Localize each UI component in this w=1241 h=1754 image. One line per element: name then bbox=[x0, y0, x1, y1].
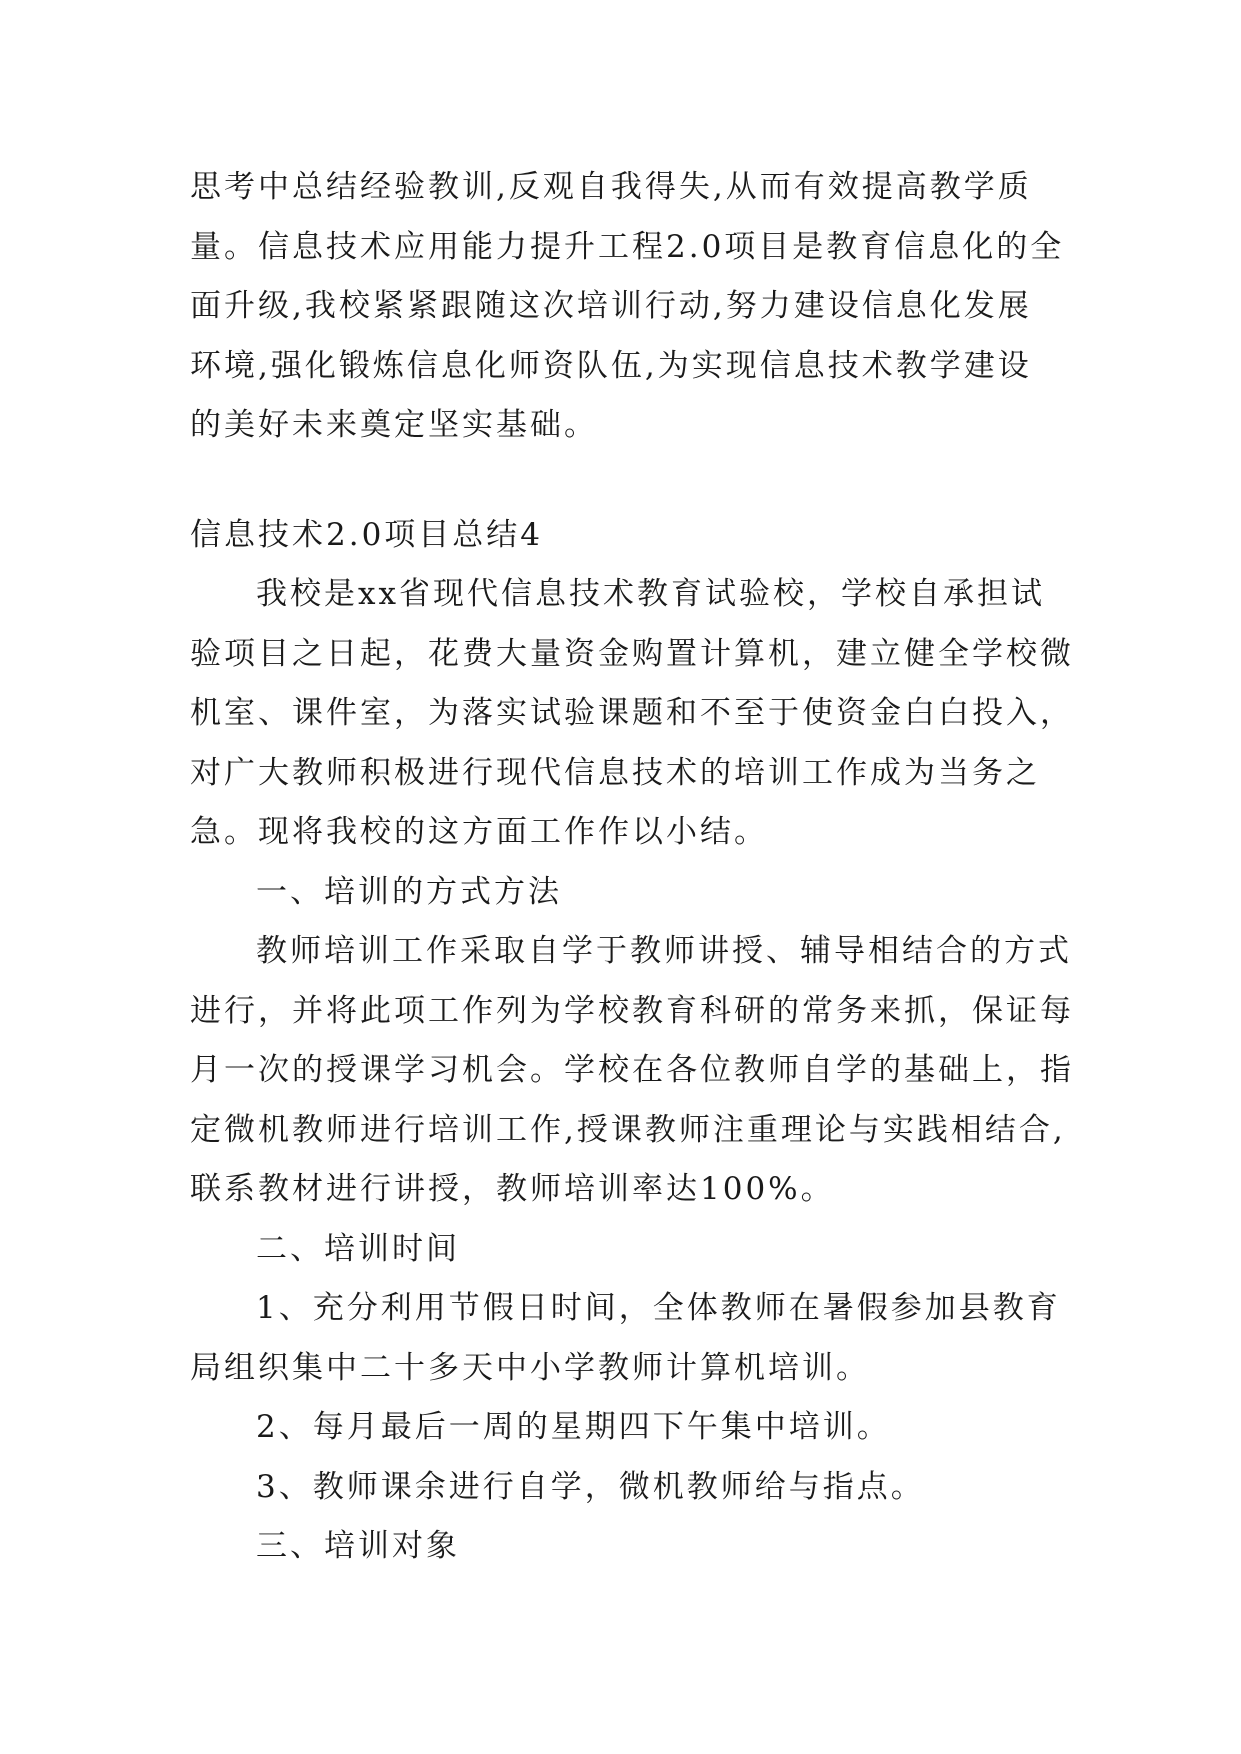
subheading-training-time: 二、培训时间 bbox=[256, 1230, 460, 1267]
list-item-2: 2、每月最后一周的星期四下午集中培训。 bbox=[256, 1409, 891, 1445]
text-line: 面升级,我校紧紧跟随这次培训行动,努力建设信息化发展 bbox=[190, 288, 1032, 324]
list-item-3: 3、教师课余进行自学，微机教师给与指点。 bbox=[256, 1468, 925, 1505]
section-title: 信息技术2.0项目总结4 bbox=[190, 517, 544, 553]
subheading-training-target: 三、培训对象 bbox=[256, 1528, 460, 1564]
text-line: 量。信息技术应用能力提升工程2.0项目是教育信息化的全 bbox=[190, 228, 1065, 265]
intro-paragraph bbox=[190, 158, 1070, 456]
list-item-1: 1、充分利用节假日时间，全体教师在暑假参加县教育 bbox=[256, 1290, 1061, 1326]
text-line: 联系教材进行讲授，教师培训率达100%。 bbox=[190, 1171, 835, 1207]
text-line: 月一次的授课学习机会。学校在各位教师自学的基础上，指 bbox=[190, 1052, 1074, 1088]
text-line: 的美好未来奠定坚实基础。 bbox=[190, 407, 598, 443]
text-line: 急。现将我校的这方面工作作以小结。 bbox=[190, 814, 768, 850]
text-line: 验项目之日起，花费大量资金购置计算机，建立健全学校微 bbox=[190, 635, 1074, 672]
section-body bbox=[190, 565, 1074, 1577]
text-line: 机室、课件室，为落实试验课题和不至于使资金白白投入， bbox=[190, 695, 1074, 731]
paragraph-first-line: 我校是xx省现代信息技术教育试验校，学校自承担试 bbox=[256, 576, 1045, 612]
text-line: 对广大教师积极进行现代信息技术的培训工作成为当务之 bbox=[190, 754, 1040, 791]
text-line: 定微机教师进行培训工作,授课教师注重理论与实践相结合, bbox=[190, 1111, 1066, 1148]
subheading-training-methods: 一、培训的方式方法 bbox=[256, 873, 562, 910]
text-line: 思考中总结经验教训,反观自我得失,从而有效提高教学质 bbox=[190, 169, 1032, 205]
text-line: 局组织集中二十多天中小学教师计算机培训。 bbox=[190, 1349, 870, 1386]
text-line: 环境,强化锻炼信息化师资队伍,为实现信息技术教学建设 bbox=[190, 347, 1032, 384]
text-line: 进行，并将此项工作列为学校教育科研的常务来抓，保证每 bbox=[190, 992, 1074, 1029]
paragraph-first-line: 教师培训工作采取自学于教师讲授、辅导相结合的方式 bbox=[256, 933, 1072, 969]
